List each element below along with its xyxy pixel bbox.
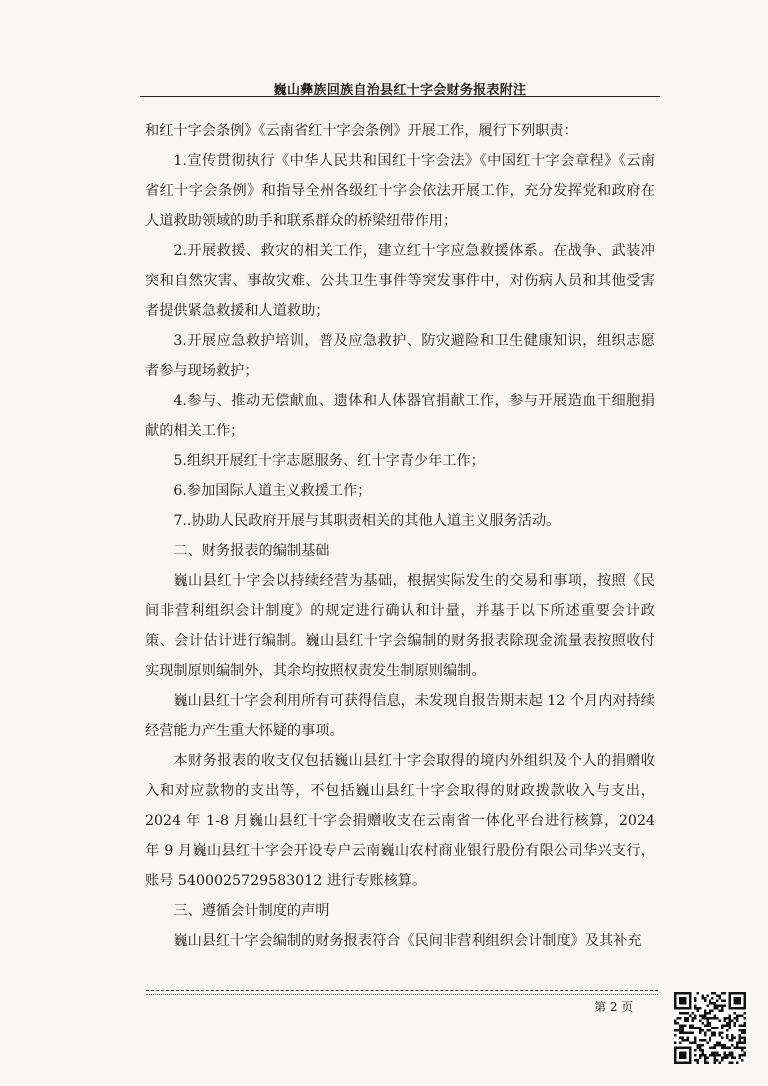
body-paragraph: 2.开展救援、救灾的相关工作，建立红十字应急救援体系。在战争、武装冲突和自然灾害、事故灾难、公共卫生事件等突发事件中，对伤病人员和其他受害者提供紧急救援和人道救助； — [145, 243, 655, 319]
body-paragraph: 本财务报表的收支仅包括巍山县红十字会取得的境内外组织及个人的捐赠收入和对应款物的支出等，不包括巍山县红十字会取得的财政拨款收入与支出，2024 年 1-8 月巍山县红十字会捐赠收支在云南省一体化平台进行核算，2024 年 9 月巍山县红十字会开设专户云南巍山农村商业银行股份有限公司华兴支行，账号 5400025729583012 进行专账核算。 — [145, 753, 655, 889]
header-divider — [140, 96, 660, 97]
body-paragraph: 3.开展应急救护培训，普及应急救护、防灾避险和卫生健康知识，组织志愿者参与现场救护； — [145, 333, 655, 379]
page-number: 第 2 页 — [594, 1000, 634, 1014]
footer-divider — [146, 990, 658, 991]
body-paragraph: 5.组织开展红十字志愿服务、红十字青少年工作； — [173, 453, 485, 469]
document-body — [145, 116, 655, 956]
body-paragraph: 和红十字会条例》《云南省红十字会条例》开展工作，履行下列职责： — [145, 123, 578, 139]
body-paragraph: 巍山县红十字会利用所有可获得信息，未发现自报告期末起 12 个月内对持续经营能力产生重大怀疑的事项。 — [145, 693, 655, 739]
body-paragraph: 1.宣传贯彻执行《中华人民共和国红十字会法》《中国红十字会章程》《云南省红十字会条例》和指导全州各级红十字会依法开展工作，充分发挥党和政府在人道救助领域的助手和联系群众的桥梁纽带作用； — [145, 153, 655, 229]
body-paragraph: 巍山县红十字会以持续经营为基础，根据实际发生的交易和事项，按照《民间非营利组织会计制度》的规定进行确认和计量，并基于以下所述重要会计政策、会计估计进行编制。巍山县红十字会编制的财务报表除现金流量表按照收付实现制原则编制外，其余均按照权责发生制原则编制。 — [145, 573, 655, 679]
document-header-title: 巍山彝族回族自治县红十字会财务报表附注 — [273, 83, 527, 98]
body-paragraph: 6.参加国际人道主义救援工作； — [173, 483, 372, 499]
body-paragraph: 4.参与、推动无偿献血、遗体和人体器官捐献工作，参与开展造血干细胞捐献的相关工作； — [145, 393, 655, 439]
footer-divider-secondary — [146, 994, 658, 995]
body-paragraph: 7..协助人民政府开展与其职责相关的其他人道主义服务活动。 — [173, 513, 561, 529]
qr-code-icon — [674, 992, 746, 1064]
section-heading: 三、遵循会计制度的声明 — [173, 903, 330, 919]
body-paragraph: 巍山县红十字会编制的财务报表符合《民间非营利组织会计制度》及其补充 — [173, 933, 642, 949]
section-heading: 二、财务报表的编制基础 — [173, 543, 330, 559]
